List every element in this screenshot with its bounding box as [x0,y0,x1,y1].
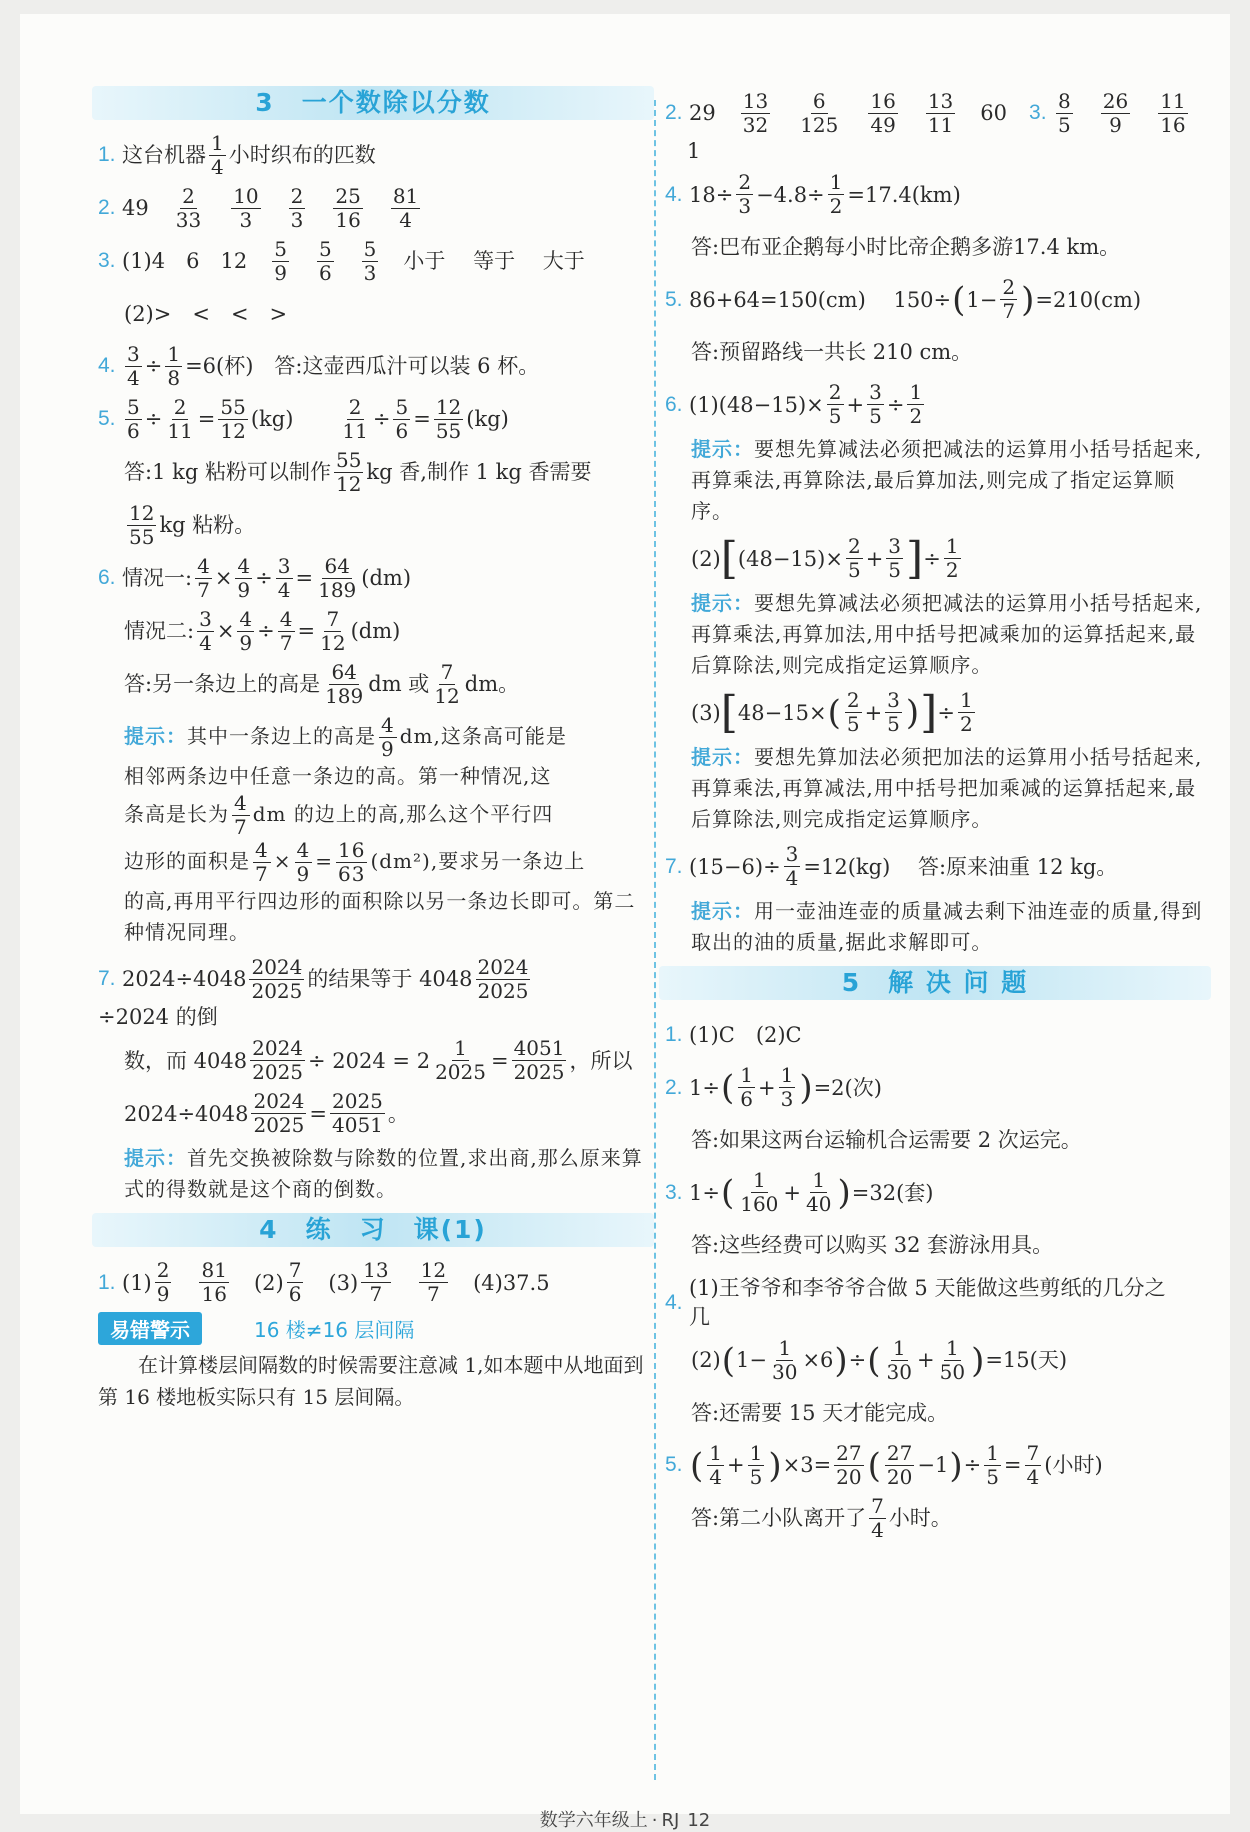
answer-4-6-1: 6. (1)(48−15)× $\frac{2}{5}$ + $\frac{3}{5}$ ÷ $\frac{1}{2}$ [665,380,923,429]
answer-value: 49 [122,196,149,221]
answer-3-3-2 [98,291,648,337]
fraction: $\frac{16}{63}$ [338,838,366,886]
answer-5-2-text: 答:如果这两台运输机合运需要 2 次运完。 [691,1128,1082,1153]
fraction: $\frac{3}{4}$ [785,842,799,891]
item-number: 1. [98,1270,116,1294]
answer-5-5-text: 答:第二小队离开了 $\frac{7}{4}$ 小时。 [691,1494,952,1543]
answer-5-1: 1. (1)C (2)C [665,1012,1205,1058]
answer-4-6-3: (3) [ 48−15× ( $\frac{2}{5}$ + $\frac{3}{5}$ ) ] ÷ $\frac{1}{2}$ [691,686,973,738]
fraction: $\frac{81}{16}$ [201,1258,227,1307]
fraction: $\frac{2024}{2025}$ [251,955,303,1003]
answer-4-5: 5. 86+64=150(cm) 150÷ ( 1− $\frac{2}{7}$ ) =210(cm) [665,275,1142,324]
answer-text: dm 或 [368,672,430,697]
fraction: $\frac{5}{6}$ [395,395,409,443]
fraction: $\frac{5}{6}$ [127,395,140,443]
item-number: 1. [98,143,116,167]
item-number: 4. [665,182,683,206]
item-number: 5. [665,287,683,311]
fraction: $\frac{3}{5}$ [888,534,902,583]
hint-4-7: 提示：用一壶油连壶的质量减去剩下油连壶的质量,得到取出的油的质量,据此求解即可。 [691,899,1203,955]
fraction: $\frac{1}{50}$ [939,1336,966,1385]
answer-text: dm。 [464,672,520,697]
fraction: $\frac{2}{5}$ [847,534,861,583]
fraction: $\frac{1}{3}$ [780,1063,794,1112]
fraction: $\frac{55}{12}$ [220,395,246,443]
fraction: $\frac{5}{9}$ [274,237,287,285]
fraction: $\frac{4}{7}$ [255,838,269,886]
fraction: $\frac{64}{189}$ [318,554,357,602]
answer-4-4-text: 答:巴布亚企鹅每小时比帝企鹅多游17.4 km。 [691,235,1121,260]
answer-4-1: 1. (1) $\frac{2}{9}$ $\frac{81}{16}$ (2) $\frac{7}{6}$ (3) $\frac{13}{7}$ $\frac{12}{7}$ (4)37.5 [98,1258,550,1307]
page-number: 12 [687,1810,711,1831]
fraction: $\frac{8}{5}$ [1058,89,1071,137]
answer-4-2: 2. 29 $\frac{13}{32}$ $\frac{6}{125}$ $\frac{16}{49}$ $\frac{13}{11}$ 60 3. $\frac{8}{5}$ $\frac{26}{9}$ $\frac{11}{16}$ 1 [665,89,1186,163]
fraction: $\frac{1}{2}$ [909,380,923,429]
item-number: 6. [98,566,116,590]
item-number: 2. [665,1075,683,1099]
warning-body: 在计算楼层间隔数的时候需要注意减 1,如本题中从地面到第 16 楼地板实际只有 15 层间隔。 [98,1353,644,1410]
answer-text: 小于 等于 大于 [403,249,585,274]
fraction: $\frac{1}{2}$ [959,688,973,737]
fraction: $\frac{7}{4}$ [871,1494,884,1543]
fraction: $\frac{3}{4}$ [127,342,140,390]
fraction: $\frac{12}{7}$ [420,1258,447,1307]
answer-3-6-text [98,661,648,708]
fraction: $\frac{3}{4}$ [199,607,212,655]
item-number: 5. [98,407,116,431]
fraction: $\frac{2}{5}$ [828,380,842,429]
fraction: $\frac{1}{30}$ [771,1336,798,1385]
answer-text: 情况二: [124,619,195,644]
unit: (dm) [350,619,401,644]
item-number: 4. [98,354,116,378]
item-number: 7. [98,967,116,991]
hint-3-7: 提示：首先交换被除数与除数的位置,求出商,那么原来算式的得数就是这个商的倒数。 [124,1146,643,1202]
answer-3-7-b: 数，而 4048 $\frac{2024}{2025}$ ÷ 2024 = 2 $\frac{1}{2025}$ = $\frac{4051}{2025}$ ，所以 [124,1036,633,1085]
page-footer: 数学六年级上 · RJ 12 [539,1810,711,1831]
fraction: $\frac{13}{32}$ [742,89,769,137]
answer-text: kg 香,制作 1 kg 香需要 [366,460,592,485]
answer-text: kg 粘粉。 [159,513,256,538]
fraction: $\frac{11}{16}$ [1160,89,1186,137]
right-column [665,84,1205,1548]
fraction: $\frac{13}{7}$ [363,1258,389,1307]
fraction: $\frac{4}{9}$ [381,713,395,761]
answer-5-5: 5. ( $\frac{1}{4}$ + $\frac{1}{5}$ ) ×3= $\frac{27}{20}$ ( $\frac{27}{20}$ −1 ) ÷ $\frac{1}{5}$ = $\frac{7}{4}$ (小时) [665,1441,1103,1490]
fraction: $\frac{1}{5}$ [986,1441,999,1490]
answer-3-5: 5. $\frac{5}{6}$ ÷ $\frac{2}{11}$ = $\frac{55}{12}$ (kg) $\frac{2}{11}$ ÷ $\frac{5}{6}$ = $\frac{12}{55}$ (kg) [98,395,509,443]
hint-4-6-1: 提示：要想先算减法必须把减法的运算用小括号括起来,再算乘法,再算除法,最后算加法,则完成了指定运算顺序。 [691,437,1203,524]
fraction: $\frac{2}{7}$ [1002,275,1016,324]
hint-4-6-3: 提示：要想先算加法必须把加法的运算用小括号括起来,再算乘法,再算减法,用中括号把加乘减的运算括起来,最后算除法,则完成指定运算顺序。 [691,745,1203,832]
fraction: $\frac{1}{2}$ [945,534,959,583]
fraction: $\frac{2}{9}$ [156,1258,170,1307]
fraction: $\frac{55}{12}$ [335,448,362,496]
fraction: $\frac{25}{16}$ [335,184,361,232]
item-number: 3. [98,249,116,273]
fraction: $\frac{7}{12}$ [320,607,346,655]
fraction: $\frac{3}{5}$ [869,380,882,429]
fraction: $\frac{10}{3}$ [233,184,259,232]
fraction: $\frac{2}{33}$ [175,184,202,232]
footer-edition: RJ [661,1810,680,1831]
section-5-title: 5 解 决 问 题 [659,966,1211,1000]
answer-5-3-text: 答:这些经费可以购买 32 套游泳用具。 [691,1233,1054,1258]
section-4-title: 4 练 习 课(1) [92,1213,654,1247]
answer-5-4: 4. (1)王爷爷和李爷爷合做 5 天能做这些剪纸的几分之几 [665,1276,1166,1329]
item-number: 7. [665,854,683,878]
fraction: $\frac{4}{9}$ [239,607,253,655]
answer-5-4-text: 答:还需要 15 天才能完成。 [691,1400,949,1425]
fraction: $\frac{6}{125}$ [800,89,839,137]
fraction: $\frac{81}{4}$ [392,184,419,232]
fraction: $\frac{27}{20}$ [886,1441,913,1490]
fraction: $\frac{2025}{4051}$ [332,1089,383,1138]
fraction: $\frac{1}{8}$ [167,342,181,390]
answer-text: =6(杯) 答:这壶西瓜汁可以装 6 杯。 [185,354,540,379]
fraction: $\frac{1}{2}$ [829,170,843,219]
item-number: 6. [665,392,683,416]
answer-4-4: 4. 18÷ $\frac{2}{3}$ −4.8÷ $\frac{1}{2}$ =17.4(km) [665,170,961,219]
answer-page [20,14,1230,1831]
fraction: $\frac{13}{11}$ [927,89,954,137]
footer-subject: 数学六年级上 [539,1810,648,1831]
fraction: $\frac{2}{3}$ [290,184,304,232]
answer-text: 答:另一条边上的高是 [124,672,321,697]
fraction: $\frac{4}{7}$ [279,607,293,655]
fraction: $\frac{3}{4}$ [277,554,291,602]
fraction: $\frac{4}{7}$ [197,554,210,602]
fraction: $\frac{2}{3}$ [738,170,752,219]
item-number: 1. [665,1023,683,1047]
answer-3-5-text-2 [98,502,648,549]
answer-5-2: 2. 1÷ ( $\frac{1}{6}$ + $\frac{1}{3}$ ) =2(次) [665,1063,882,1112]
fraction: $\frac{5}{6}$ [318,237,332,285]
fraction: $\frac{5}{3}$ [363,237,377,285]
unit: (kg) [466,407,509,432]
fraction: $\frac{1}{4}$ [709,1441,722,1490]
answer-3-1 [98,132,648,179]
answer-3-3 [98,238,648,285]
fraction: $\frac{1}{6}$ [740,1063,753,1112]
hint-label: 提示： [124,1146,187,1171]
answer-text: (1)4 6 12 [122,249,248,274]
fraction: $\frac{27}{20}$ [836,1441,862,1490]
item-number: 2. [98,196,116,220]
answer-text: 情况一: [122,566,193,591]
answer-4-7: 7. (15−6)÷ $\frac{3}{4}$ =12(kg) 答:原来油重 12 kg。 [665,842,1118,891]
fraction: $\frac{4}{9}$ [296,838,311,886]
answer-3-4: 4. $\frac{3}{4}$ ÷ $\frac{1}{8}$ =6(杯) 答:这壶西瓜汁可以装 6 杯。 [98,342,540,390]
warning-title: 16 楼≠16 层间隔 [254,1318,415,1343]
fraction: $\frac{3}{5}$ [887,688,900,737]
fraction: $\frac{12}{55}$ [435,395,462,443]
answer-text: 答:1 kg 粘粉可以制作 [124,460,331,485]
unit: (dm) [361,566,412,591]
fraction: $\frac{16}{49}$ [870,89,896,137]
unit: (kg) [250,407,294,432]
fraction: $\frac{64}{189}$ [325,660,364,708]
fraction: $\frac{1}{2025}$ [435,1036,486,1085]
answer-3-6: 6. 情况一: $\frac{4}{7}$ × $\frac{4}{9}$ ÷ $\frac{3}{4}$ = $\frac{64}{189}$ (dm) [98,554,412,602]
fraction: $\frac{2}{11}$ [167,395,193,443]
fraction: $\frac{4}{9}$ [237,554,251,602]
fraction: $\frac{12}{55}$ [129,501,155,549]
item-number: 3. [665,1180,683,1204]
fraction: $\frac{1}{30}$ [886,1336,912,1385]
item-number: 2. [665,101,683,125]
answer-text: 这台机器 [122,143,206,168]
answer-text: (2)> < < > [124,301,288,326]
fraction: $\frac{4051}{2025}$ [513,1036,565,1085]
answer-5-3: 3. 1÷ ( $\frac{1}{160}$ + $\frac{1}{40}$ ) =32(套) [665,1168,934,1217]
hint-4-6-2: 提示：要想先算减法必须把减法的运算用小括号括起来,再算乘法,再算加法,用中括号把减乘加的运算括起来,最后算除法,则完成指定运算顺序。 [691,591,1203,678]
left-column [98,84,648,1413]
item-number: 3. [1029,101,1047,125]
fraction: $\frac{2024}{2025}$ [253,1089,305,1138]
fraction: $\frac{1}{4}$ [211,131,224,179]
hint-3-6: 提示：其中一条边上的高是 $\frac{4}{9}$ dm,这条高可能是 相邻两条边中任意一条边的高。第一种情况,这 条高是长为 $\frac{4}{7}$ dm 的边上的高,那么这个平行四 边形的面积是 $\frac{4}{7}$ × $\frac{4}{9}$ = $\frac{16}{63}$ (dm²),要求另一条边上 的高,再用平行四边形的面积除以另一条边长即可。第二种情况同理。 [124,713,636,944]
fraction: $\frac{1}{160}$ [740,1168,779,1217]
fraction: $\frac{1}{5}$ [749,1441,763,1490]
fraction: $\frac{7}{4}$ [1026,1441,1040,1490]
answer-3-5-text [98,449,648,496]
answer-5-4-2: (2) ( 1− $\frac{1}{30}$ ×6 ) ÷ ( $\frac{1}{30}$ + $\frac{1}{50}$ ) =15(天) [691,1336,1068,1385]
fraction: $\frac{26}{9}$ [1102,89,1129,137]
answer-3-7: 7. 2024÷4048 $\frac{2024}{2025}$ 的结果等于 4048 $\frac{2024}{2025}$ ÷2024 的倒 [98,955,529,1029]
warning-tag: 易错警示 [98,1312,202,1345]
answer-4-5-text: 答:预留路线一共长 210 cm。 [691,340,973,365]
item-number: 4. [665,1290,683,1314]
answer-4-6-2: (2) [ (48−15)× $\frac{2}{5}$ + $\frac{3}{5}$ ] ÷ $\frac{1}{2}$ [691,532,959,584]
answer-3-2 [98,185,648,232]
answer-text: 小时织布的匹数 [228,143,376,168]
column-divider [654,100,656,1780]
fraction: $\frac{2}{11}$ [342,395,368,443]
fraction: $\frac{7}{12}$ [434,660,460,708]
fraction: $\frac{2}{5}$ [846,688,860,737]
item-number: 5. [665,1453,683,1477]
hint-label: 提示： [124,724,187,748]
fraction: $\frac{2024}{2025}$ [252,1036,304,1085]
error-warning-header [98,1312,648,1345]
section-3-title: 3 一个数除以分数 [92,86,654,120]
answer-3-7-c: 2024÷4048 $\frac{2024}{2025}$ = $\frac{2025}{4051}$ 。 [124,1089,409,1138]
fraction: $\frac{2024}{2025}$ [477,955,529,1003]
fraction: $\frac{1}{40}$ [806,1168,832,1217]
answer-3-6-b: 情况二: $\frac{3}{4}$ × $\frac{4}{9}$ ÷ $\frac{4}{7}$ = $\frac{7}{12}$ (dm) [124,607,401,655]
fraction: $\frac{7}{6}$ [288,1258,302,1307]
fraction: $\frac{4}{7}$ [234,791,248,839]
